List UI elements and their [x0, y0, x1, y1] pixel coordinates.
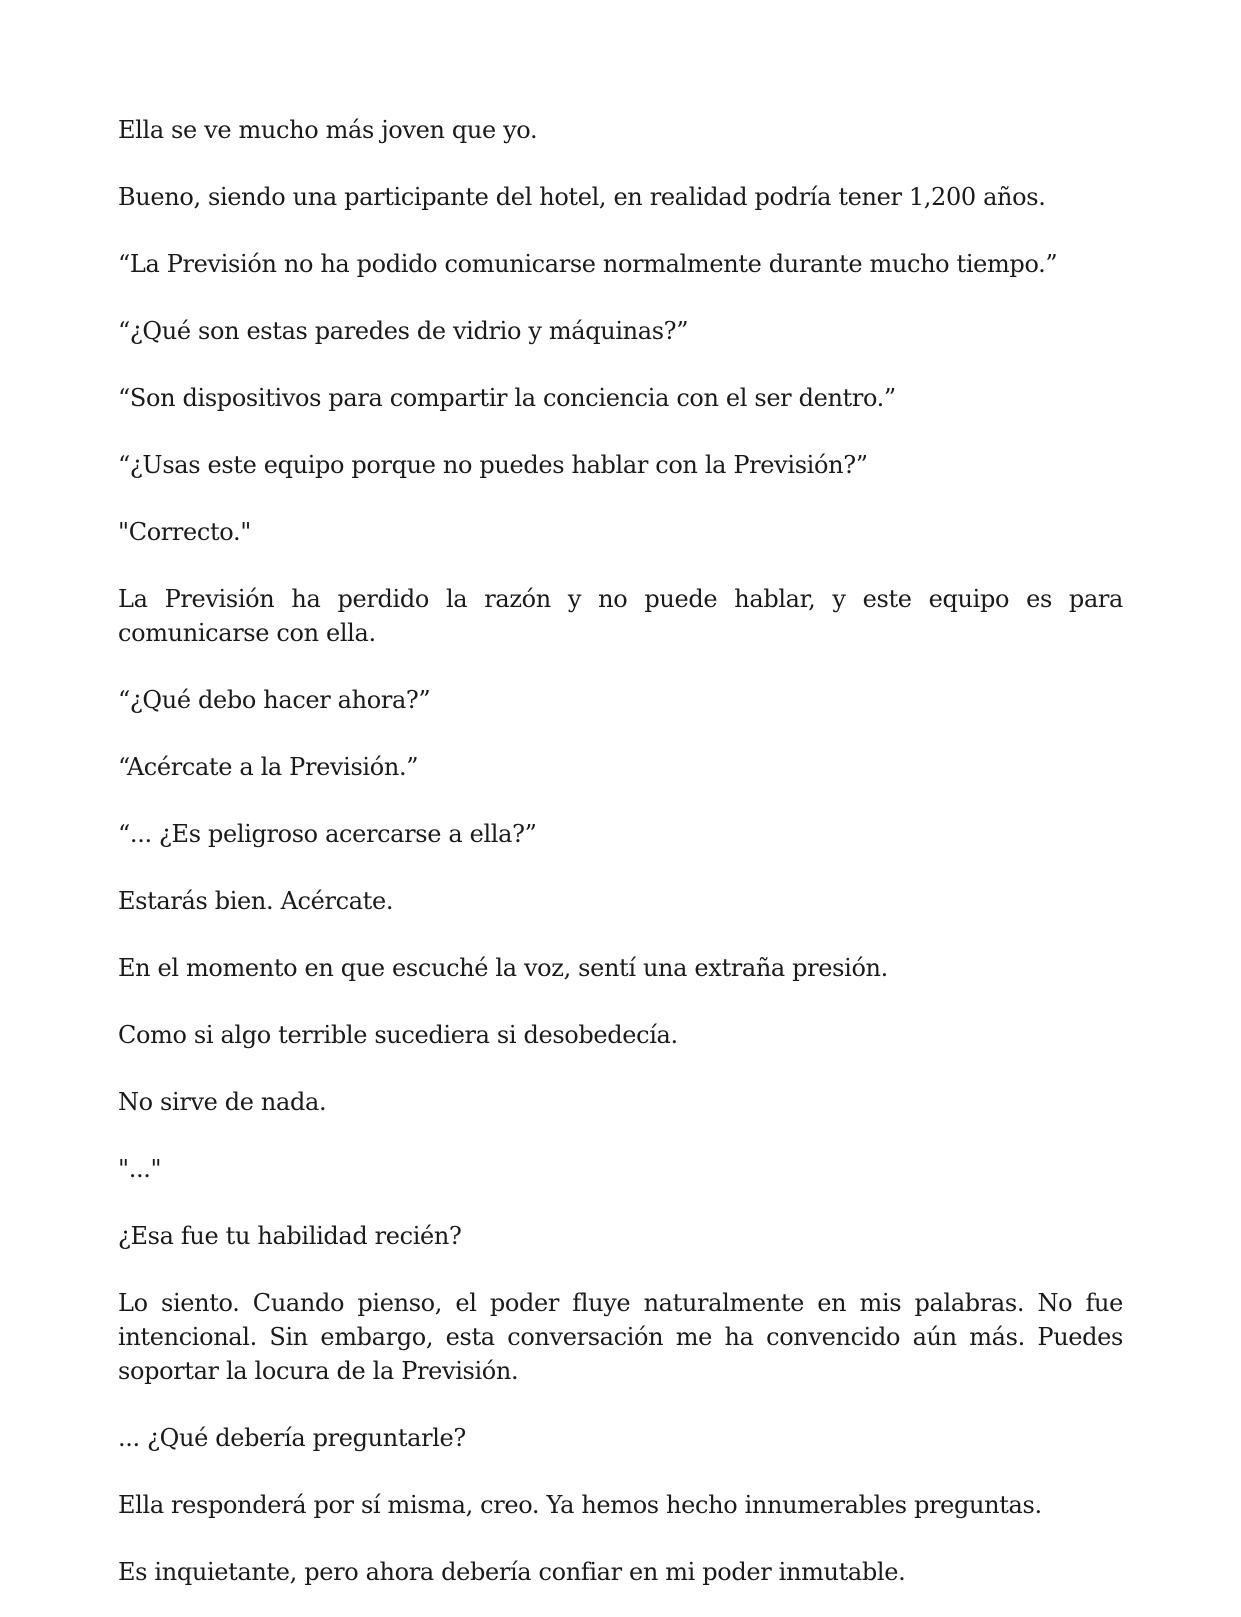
paragraph: “¿Qué debo hacer ahora?”	[118, 686, 431, 714]
paragraph: Es inquietante, pero ahora debería confiar en mi poder inmutable.	[118, 1558, 906, 1586]
paragraph: “¿Qué son estas paredes de vidrio y máquinas?”	[118, 317, 689, 345]
paragraph: "Correcto."	[118, 518, 251, 546]
paragraph: Ella responderá por sí misma, creo. Ya hemos hecho innumerables preguntas.	[118, 1491, 1042, 1519]
paragraph: En el momento en que escuché la voz, sentí una extraña presión.	[118, 954, 888, 982]
paragraph: Lo siento. Cuando pienso, el poder fluye naturalmente en mis palabras. No fue intencional. Sin embargo, esta conversación me ha convencido aún más. Puedes soportar la locura de la Previsión.	[118, 1289, 1123, 1385]
paragraph: ¿Esa fue tu habilidad recién?	[118, 1222, 462, 1250]
paragraph: “Son dispositivos para compartir la conciencia con el ser dentro.”	[118, 384, 896, 412]
paragraph: "..."	[118, 1155, 162, 1183]
paragraph: “Acércate a la Previsión.”	[118, 753, 419, 781]
paragraph: ... ¿Qué debería preguntarle?	[118, 1424, 466, 1452]
paragraph: Estarás bien. Acércate.	[118, 887, 394, 915]
document-body	[118, 113, 1123, 1617]
paragraph: No sirve de nada.	[118, 1088, 327, 1116]
paragraph: Bueno, siendo una participante del hotel, en realidad podría tener 1,200 años.	[118, 183, 1046, 211]
paragraph: “... ¿Es peligroso acercarse a ella?”	[118, 820, 537, 848]
paragraph: Como si algo terrible sucediera si desobedecía.	[118, 1021, 678, 1049]
paragraph: “¿Usas este equipo porque no puedes hablar con la Previsión?”	[118, 451, 868, 479]
paragraph: Ella se ve mucho más joven que yo.	[118, 116, 538, 144]
paragraph: “La Previsión no ha podido comunicarse normalmente durante mucho tiempo.”	[118, 250, 1058, 278]
paragraph: La Previsión ha perdido la razón y no puede hablar, y este equipo es para comunicarse con ella.	[118, 585, 1123, 647]
